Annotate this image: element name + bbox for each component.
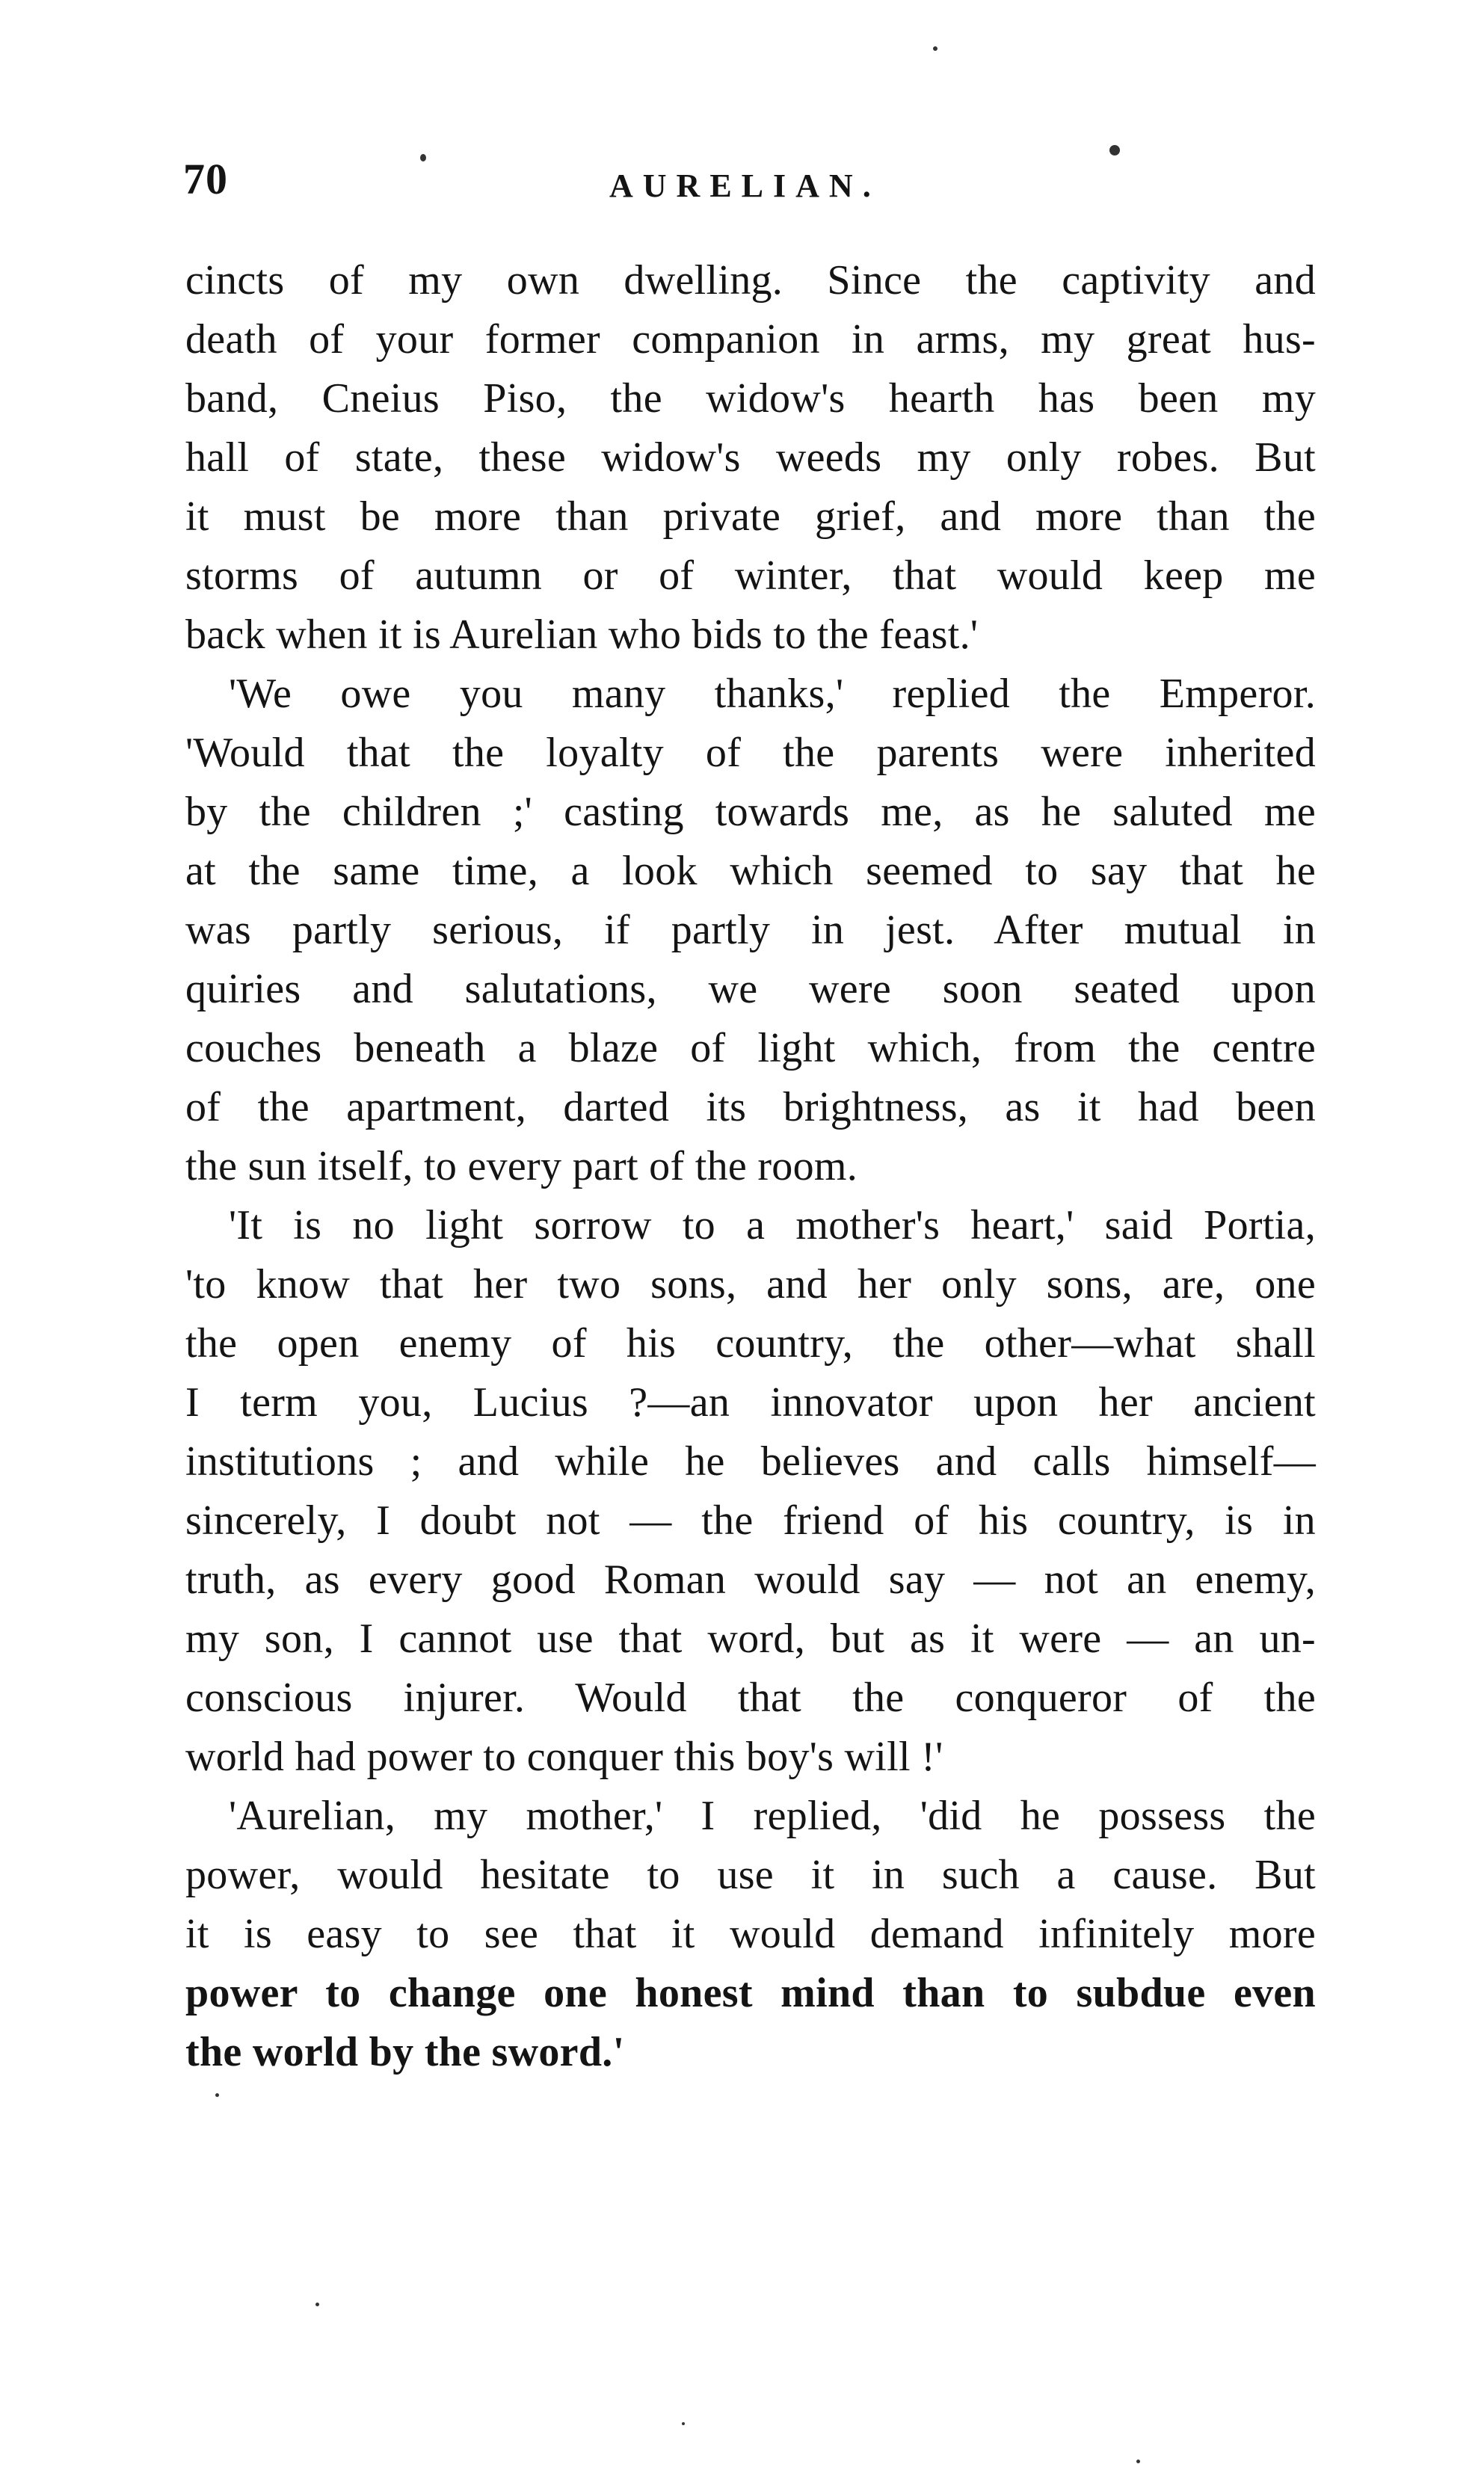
text-line: band, Cneius Piso, the widow's hearth has been my [185, 375, 1316, 422]
running-title: AURELIAN. [609, 167, 881, 204]
text-line: it is easy to see that it would demand infinitely more [185, 1911, 1316, 1957]
text-line: back when it is Aurelian who bids to the feast.' [185, 612, 979, 658]
text-line: conscious injurer. Would that the conqueror of the [185, 1675, 1316, 1721]
text-line: power to change one honest mind than to subdue even [185, 1970, 1316, 2016]
ink-speck [1109, 145, 1120, 155]
text-line: of the apartment, darted its brightness, as it had been [185, 1084, 1316, 1130]
text-line: hall of state, these widow's weeds my only robes. But [185, 434, 1316, 481]
text-line: power, would hesitate to use it in such a cause. But [185, 1852, 1316, 1898]
text-line: world had power to conquer this boy's will !' [185, 1734, 943, 1780]
text-line: couches beneath a blaze of light which, from the centre [185, 1025, 1316, 1071]
text-line: quiries and salutations, we were soon seated upon [185, 966, 1316, 1012]
paragraph-start-line: 'We owe you many thanks,' replied the Emperor. [229, 671, 1316, 717]
text-line: by the children ;' casting towards me, as he saluted me [185, 789, 1316, 835]
ink-speck [1136, 2460, 1140, 2463]
text-line: storms of autumn or of winter, that would keep me [185, 552, 1316, 599]
text-line: was partly serious, if partly in jest. After mutual in [185, 907, 1316, 953]
text-line: I term you, Lucius ?—an innovator upon her ancient [185, 1379, 1316, 1426]
text-line: my son, I cannot use that word, but as it were — an un- [185, 1616, 1316, 1662]
ink-speck [933, 46, 937, 51]
text-line: at the same time, a look which seemed to say that he [185, 848, 1316, 894]
ink-speck [420, 154, 426, 161]
page-header [183, 150, 1320, 217]
ink-speck [215, 2093, 219, 2097]
paragraph-start-line: 'Aurelian, my mother,' I replied, 'did he possess the [229, 1793, 1316, 1839]
text-line: the world by the sword.' [185, 2029, 625, 2075]
ink-speck [682, 2422, 685, 2425]
body-text [185, 251, 1316, 2082]
text-line: sincerely, I doubt not — the friend of his country, is in [185, 1497, 1316, 1544]
page-number: 70 [183, 155, 228, 203]
ink-speck [315, 2303, 319, 2306]
text-line: death of your former companion in arms, my great hus- [185, 316, 1316, 363]
paragraph-start-line: 'It is no light sorrow to a mother's heart,' said Portia, [229, 1202, 1316, 1248]
text-line: truth, as every good Roman would say — not an enemy, [185, 1556, 1316, 1603]
text-line: cincts of my own dwelling. Since the captivity and [185, 257, 1316, 304]
text-line: the sun itself, to every part of the room. [185, 1143, 858, 1189]
text-line: 'to know that her two sons, and her only sons, are, one [185, 1261, 1316, 1308]
text-line: 'Would that the loyalty of the parents were inherited [185, 730, 1316, 776]
text-line: the open enemy of his country, the other—what shall [185, 1320, 1316, 1367]
text-line: institutions ; and while he believes and calls himself— [185, 1438, 1316, 1485]
text-line: it must be more than private grief, and more than the [185, 493, 1316, 540]
